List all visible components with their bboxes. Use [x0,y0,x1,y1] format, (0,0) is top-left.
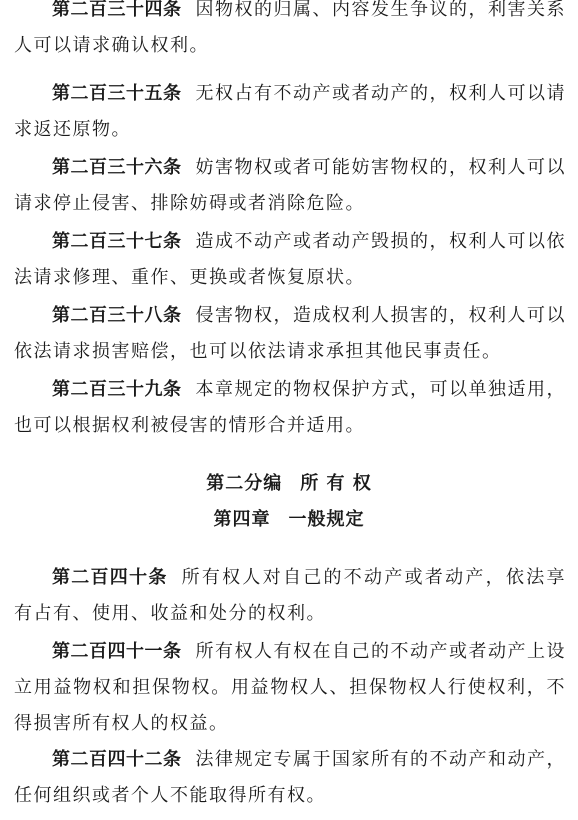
part-heading [0,472,578,496]
article-240 [14,560,566,632]
article-241 [14,634,566,742]
article-238 [14,298,566,370]
article-237 [14,224,566,296]
article-number: 第二百三十九条 [52,379,182,400]
part-label: 第二分编 [206,473,283,494]
article-number: 第二百三十七条 [52,231,182,252]
article-text: 造成不动产或者动产毁损的，权利人可以依法请求修理、重作、更换或者恢复原状。 [14,231,566,288]
article-text: 法律规定专属于国家所有的不动产和动产，任何组织或者个人不能取得所有权。 [14,749,566,806]
article-235 [14,76,566,148]
article-number: 第二百三十四条 [52,0,182,20]
article-number: 第二百三十八条 [52,305,182,326]
article-text: 无权占有不动产或者动产的，权利人可以请求返还原物。 [14,83,566,140]
article-number: 第二百四十二条 [52,749,182,770]
article-number: 第二百四十条 [52,567,168,588]
article-number: 第二百四十一条 [52,641,182,662]
article-text: 所有权人对自己的不动产或者动产，依法享有占有、使用、收益和处分的权利。 [14,567,566,624]
article-234 [14,0,566,64]
article-text: 侵害物权，造成权利人损害的，权利人可以依法请求损害赔偿，也可以依法请求承担其他民事责任。 [14,305,566,362]
chapter-heading [0,508,578,532]
article-text: 所有权人有权在自己的不动产或者动产上设立用益物权和担保物权。用益物权人、担保物权人行使权利，不得损害所有权人的权益。 [14,641,566,734]
article-text: 妨害物权或者可能妨害物权的，权利人可以请求停止侵害、排除妨碍或者消除危险。 [14,157,566,214]
article-number: 第二百三十五条 [52,83,182,104]
chapter-title: 一般规定 [288,509,365,530]
chapter-label: 第四章 [213,509,271,530]
article-239 [14,372,566,444]
article-242 [14,742,566,814]
article-text: 本章规定的物权保护方式，可以单独适用，也可以根据权利被侵害的情形合并适用。 [14,379,566,436]
article-236 [14,150,566,222]
article-number: 第二百三十六条 [52,157,182,178]
article-text: 因物权的归属、内容发生争议的，利害关系人可以请求确认权利。 [14,0,566,56]
part-title: 所 有 权 [300,473,372,494]
